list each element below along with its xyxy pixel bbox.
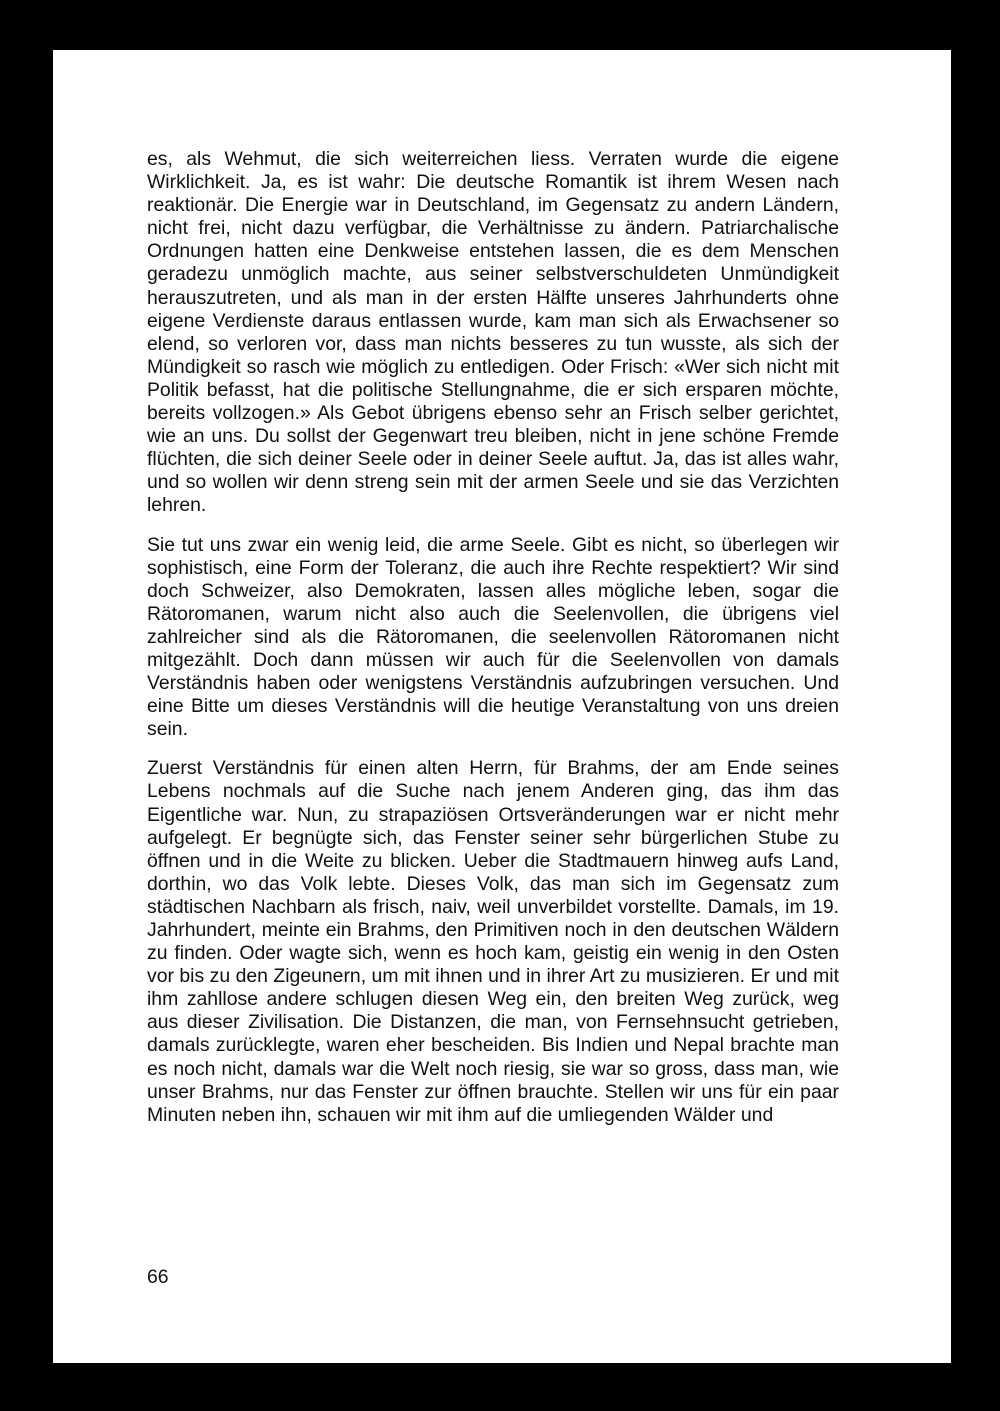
- paragraph-1: es, als Wehmut, die sich weiterreichen liess. Verraten wurde die eigene Wirklichkeit. Ja, es ist wahr: Die deutsche Romantik ist ihrem Wesen nach reaktionär. Die Energie war in Deutschland, im Gegensatz zu andern Ländern, nicht frei, nicht dazu verfügbar, die Verhältnisse zu ändern. Patriarchalische Ordnungen hatten eine Denkweise entstehen lassen, die es dem Menschen geradezu unmöglich machte, aus seiner selbstverschuldeten Unmündigkeit herauszutreten, und als man in der ersten Hälfte unseres Jahrhunderts ohne eigene Verdienste daraus entlassen wurde, kam man sich als Erwachsener so elend, so verloren vor, dass man nichts besseres zu tun wusste, als sich der Mündigkeit so rasch wie möglich zu entledigen. Oder Frisch: «Wer sich nicht mit Politik befasst, hat die politische Stellungnahme, die er sich ersparen möchte, bereits vollzogen.» Als Gebot übrigens ebenso sehr an Frisch selber gerichtet, wie an uns. Du sollst der Gegenwart treu bleiben, nicht in jene schöne Fremde flüchten, die sich deiner Seele oder in deiner Seele auftut. Ja, das ist alles wahr, und so wollen wir denn streng sein mit der armen Seele und sie das Verzichten lehren.: [147, 148, 839, 517]
- page-number: 66: [147, 1266, 169, 1288]
- paragraph-3: Zuerst Verständnis für einen alten Herrn, für Brahms, der am Ende seines Lebens nochmals auf die Suche nach jenem Anderen ging, das ihm das Eigentliche war. Nun, zu strapaziösen Ortsveränderungen war er nicht mehr aufgelegt. Er begnügte sich, das Fenster seiner sehr bürgerlichen Stube zu öffnen und in die Weite zu blicken. Ueber die Stadtmauern hinweg aufs Land, dorthin, wo das Volk lebte. Dieses Volk, das man sich im Gegensatz zum städtischen Nachbarn als frisch, naiv, weil unverbildet vorstellte. Damals, im 19. Jahrhundert, meinte ein Brahms, den Primitiven noch in den deutschen Wäldern zu finden. Oder wagte sich, wenn es hoch kam, geistig ein wenig in den Osten vor bis zu den Zigeunern, um mit ihnen und in ihrer Art zu musizieren. Er und mit ihm zahllose andere schlugen diesen Weg ein, den breiten Weg zurück, weg aus dieser Zivilisation. Die Distanzen, die man, von Fernsehnsucht getrieben, damals zurücklegte, waren eher bescheiden. Bis Indien und Nepal brachte man es noch nicht, damals war die Welt noch riesig, sie war so gross, dass man, wie unser Brahms, nur das Fenster zur öffnen brauchte. Stellen wir uns für ein paar Minuten neben ihn, schauen wir mit ihm auf die umliegenden Wälder und: [147, 757, 839, 1126]
- paragraph-2: Sie tut uns zwar ein wenig leid, die arme Seele. Gibt es nicht, so überlegen wir sophistisch, eine Form der Toleranz, die auch ihre Rechte respektiert? Wir sind doch Schweizer, also Demokraten, lassen alles mögliche leben, sogar die Rätoromanen, warum nicht also auch die Seelenvollen, die übrigens viel zahlreicher sind als die Rätoromanen, die seelenvollen Rätoromanen nicht mitgezählt. Doch dann müssen wir auch für die Seelenvollen von damals Verständnis haben oder wenigstens Verständnis aufzubringen versuchen. Und eine Bitte um dieses Verständnis will die heutige Veranstaltung von uns dreien sein.: [147, 533, 839, 741]
- body-text: [147, 148, 839, 1127]
- document-page: [53, 50, 951, 1363]
